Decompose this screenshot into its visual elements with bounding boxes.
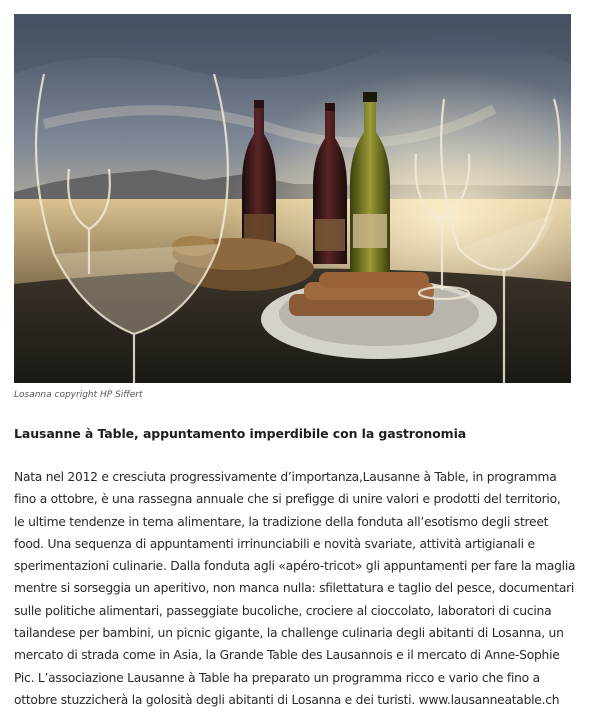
- body-line: Pic. L’associazione Lausanne à Table ha preparato un programma ricco e vario che fino a: [14, 670, 540, 685]
- body-line: Nata nel 2012 e cresciuta progressivamente d’importanza,Lausanne à Table, in programma: [14, 470, 557, 484]
- body-line: ottobre stuzzicherà la golosità degli abitanti di Losanna e dei turisti. www.lausanneatable.ch: [14, 692, 560, 707]
- photo-illustration: [14, 14, 571, 383]
- article-photo: [14, 14, 571, 383]
- photo-caption: Losanna copyright HP Siffert: [14, 390, 143, 400]
- body-line: sulle politiche alimentari, passeggiate bucoliche, crociere al cioccolato, laboratori di cucina: [14, 603, 552, 618]
- body-line: sperimentazioni culinarie. Dalla fonduta agli «apéro-tricot» gli appuntamenti per fare la maglia: [14, 559, 576, 574]
- body-line: food. Una sequenza di appuntamenti irrinunciabili e novità svariate, attività artigianali e: [14, 536, 535, 551]
- article-headline: Lausanne à Table, appuntamento imperdibile con la gastronomia: [14, 426, 467, 441]
- body-line: mercato di strada come in Asia, la Grande Table des Lausannois e il mercato di Anne-Sophie: [14, 648, 560, 663]
- body-line: tailandese per bambini, un picnic gigante, la challenge culinaria degli abitanti di Losanna, un: [14, 626, 564, 641]
- body-line: mentre si sorseggia un aperitivo, non manca nulla: sfilettatura e taglio del pesce, documentari: [14, 581, 575, 596]
- article-body: [14, 466, 584, 711]
- body-line: le ultime tendenze in tema alimentare, la tradizione della fonduta all’esotismo degli street: [14, 514, 549, 529]
- body-line: fino a ottobre, è una rassegna annuale che si prefigge di unire valori e prodotti del territorio,: [14, 492, 561, 507]
